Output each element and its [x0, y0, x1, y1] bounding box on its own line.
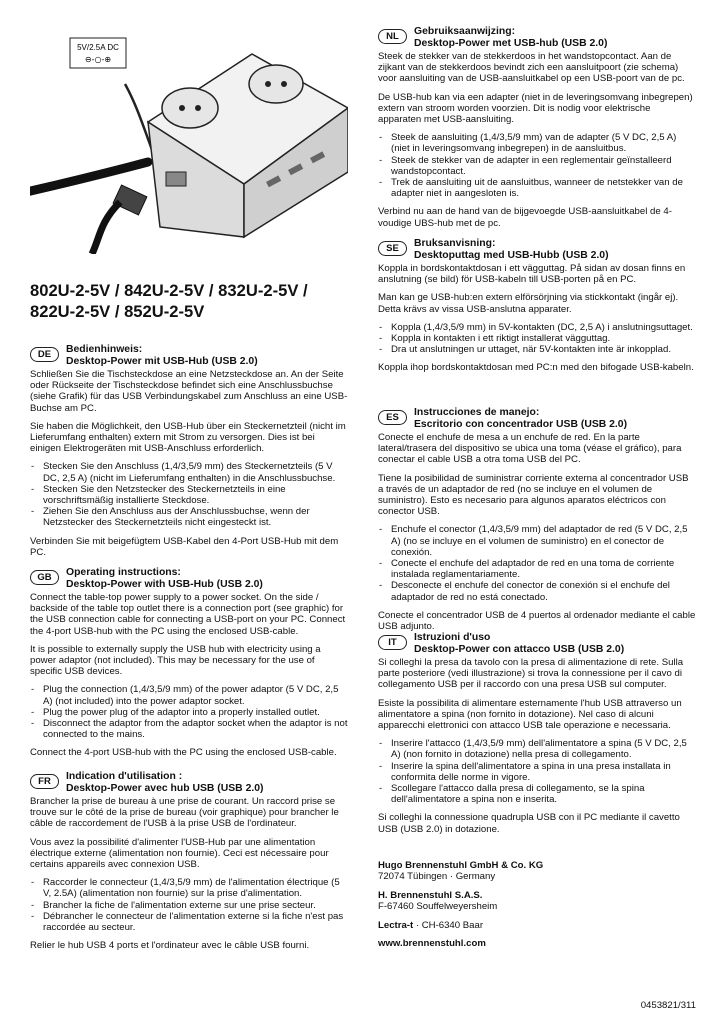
section-es [378, 407, 696, 639]
list-item: - Koppla in kontakten i ett riktigt installerat vägguttag. [378, 333, 696, 344]
section-gb-list [30, 684, 348, 740]
list-item: - Plug the connection (1,4/3,5/9 mm) of the power adaptor (5 V DC, 2,5 A) (not included) into the power adaptor socket. [30, 684, 348, 706]
desktop-power-drawing [30, 22, 348, 254]
section-fr [30, 771, 348, 958]
section-fr-p1: Brancher la prise de bureau à une prise de courant. Un raccord prise se trouve sur le côté de la prise de bureau (voir graphique) pour brancher le câble de raccordement de l'USB à la prise USB de l'ordinateur. [30, 796, 339, 830]
section-it-p1: Si colleghi la presa da tavolo con la presa di alimentazione di rete. Sulla parte posteriore (vedi illustrazione) si trova la connessione per il cavo di collegamento USB per il raccordo con una presa USB sul computer. [378, 657, 684, 691]
list-item: - Enchufe el conector (1,4/3,5/9 mm) del adaptador de red (5 V DC, 2,5 A) (no se incluye en el volumen de suministro) en el conector de conexión. [378, 524, 696, 558]
lang-badge-nl: NL [378, 29, 407, 44]
section-nl-p1: Steek de stekker van de stekkerdoos in het wandstopcontact. Aan de zijkant van de stekkerdoos bevindt zich een aansluitpoort (zie schema) voor aansluiting van de USB-aansluitkabel op een USB-poort van de pc. [378, 51, 685, 85]
section-es-header [378, 407, 696, 431]
adapter-spec-label: 5V/2.5A DC [77, 43, 119, 52]
section-nl [378, 26, 696, 236]
section-fr-p2: Vous avez la possibilité d'alimenter l'USB-Hub par une alimentation électrique externe (alimentation non fournie). Ceci est nécessaire pour certains appareils avec connexion USB. [30, 836, 329, 871]
lang-badge-es: ES [378, 410, 407, 425]
company-1 [378, 860, 696, 883]
section-it-list [378, 738, 696, 805]
section-de-p2: Sie haben die Möglichkeit, den USB-Hub über ein Steckernetzteil (nicht im Lieferumfang enthalten) extern mit Strom zu versorgen. Dies ist bei einigen Elektrogeräten mit USB-Anschluss erforderlich. [30, 420, 346, 455]
list-item: - Desconecte el enchufe del conector de conexión si el enchufe del adaptador de red no está conectado. [378, 580, 696, 602]
website-link[interactable]: www.brennenstuhl.com [378, 938, 486, 950]
section-de-p1: Schließen Sie die Tischsteckdose an eine Netzsteckdose an. An der Seite oder Rückseite der Tischsteckdose befindet sich eine Anschlussbuchse (siehe Grafik) für das USB Verbindungskabel zum Anschluss an eine USB-Buchse am PC. [30, 369, 348, 414]
list-item: - Débrancher le connecteur de l'alimentation externe si la fiche n'est pas raccordée au secteur. [30, 911, 348, 933]
lang-badge-fr: FR [30, 774, 59, 789]
section-fr-header [30, 771, 348, 795]
section-gb-p3: Connect the 4-port USB-hub with the PC using the enclosed USB-cable. [30, 747, 337, 759]
company-3-address: · CH-6340 Baar [413, 919, 484, 931]
section-de-header [30, 344, 348, 368]
section-gb [30, 567, 348, 766]
section-de-title: Bedienhinweis: [66, 344, 143, 355]
section-es-p3: Conecte el concentrador USB de 4 puertos al ordenador mediante el cable USB adjunto. [378, 609, 696, 633]
section-it-header [378, 632, 696, 656]
section-nl-header [378, 26, 696, 50]
section-se-title: Bruksanvisning: [414, 238, 496, 249]
polarity-symbol: ⊖-○-⊕ [84, 55, 112, 64]
company-3 [378, 920, 696, 931]
section-gb-p2: It is possible to externally supply the USB hub with electricity using a power adaptor (not included). This may be necessary for the use of specific USB devices. [30, 643, 321, 678]
list-item: - Steek de stekker van de adapter in een reglementair geïnstalleerd wandstopcontact. [378, 155, 696, 177]
list-item: - Koppla (1,4/3,5/9 mm) in 5V-kontakten (DC, 2,5 A) i anslutningsuttaget. [378, 322, 696, 333]
website [378, 938, 696, 949]
list-item: - Plug the power plug of the adaptor into a properly installed outlet. [30, 707, 348, 718]
lang-badge-it: IT [378, 635, 407, 650]
list-item: - Ziehen Sie den Anschluss aus der Anschlussbuchse, wenn der Netzstecker des Steckernetzteils nicht eingesteckt ist. [30, 506, 348, 528]
section-se-p1: Koppla in bordskontaktdosan i ett vägguttag. På sidan av dosan finns en anslutning (se bild) för USB-kabeln till USB-porten på en PC. [378, 263, 686, 286]
company-2-address: F-67460 Souffelweyersheim [378, 901, 498, 913]
section-se-subtitle: Desktoputtag med USB-Hubb (USB 2.0) [414, 250, 609, 261]
model-title: 802U-2-5V / 842U-2-5V / 832U-2-5V / 822U-2-5V / 852U-2-5V [30, 281, 308, 321]
section-se-list [378, 322, 696, 356]
section-de [30, 344, 348, 565]
section-es-list [378, 524, 696, 602]
document-number: 0453821/311 [640, 1000, 696, 1011]
section-gb-subtitle: Desktop-Power with USB-Hub (USB 2.0) [66, 579, 263, 590]
company-footer [378, 860, 696, 956]
section-se-p2: Man kan ge USB-hub:en extern elförsörjning via stickkontakt (ingår ej). Detta krävs av vissa USB-anslutna apparater. [378, 292, 679, 315]
list-item: - Steek de aansluiting (1,4/3,5/9 mm) van de adapter (5 V DC, 2,5 A) (niet in leveringsomvang inbegrepen) in de aansluitbus. [378, 132, 696, 154]
company-3-name: Lectra-t [378, 919, 414, 931]
lang-badge-se: SE [378, 241, 407, 256]
section-nl-title: Gebruiksaanwijzing: [414, 26, 516, 37]
section-nl-subtitle: Desktop-Power met USB-hub (USB 2.0) [414, 38, 608, 49]
section-gb-p1: Connect the table-top power supply to a power socket. On the side / backside of the table top outlet there is a connection port (see graphic) for the USB connection cable for connecting a USB-port on your PC. Connect the 4-port USB-hub with the PC using the enclosed USB-cable. [30, 592, 346, 637]
list-item: - Inserire l'attacco (1,4/3,5/9 mm) dell'alimentatore a spina (5 V DC, 2,5 A) (non fornito in dotazione) nella presa di collegamento. [378, 738, 696, 760]
section-nl-p3: Verbind nu aan de hand van de bijgevoegde USB-aansluitkabel de 4-voudige UBS-hub met de pc. [378, 206, 672, 229]
list-item: - Raccorder le connecteur (1,4/3,5/9 mm) de l'alimentation électrique (5 V, 2.5A) (alimentation non fournie) sur la prise d'alimentation. [30, 877, 348, 899]
section-it-subtitle: Desktop-Power con attacco USB (USB 2.0) [414, 644, 625, 655]
section-nl-list [378, 132, 696, 199]
product-illustration [30, 22, 348, 254]
section-es-title: Instrucciones de manejo: [414, 407, 540, 418]
section-gb-header [30, 567, 348, 591]
section-de-p3: Verbinden Sie mit beigefügtem USB-Kabel den 4-Port USB-Hub mit dem PC. [30, 535, 339, 558]
lang-badge-de: DE [30, 347, 59, 362]
section-fr-list [30, 877, 348, 933]
list-item: - Stecken Sie den Anschluss (1,4/3,5/9 mm) des Steckernetzteils (5 V DC, 2,5 A) (nicht im Lieferumfang enthalten) in die Anschlussbuchse. [30, 461, 348, 483]
section-fr-p3: Relier le hub USB 4 ports et l'ordinateur avec le câble USB fourni. [30, 940, 310, 952]
list-item: - Dra ut anslutningen ur uttaget, när 5V-kontakten inte är inkopplad. [378, 344, 696, 355]
section-es-p1: Conecte el enchufe de mesa a un enchufe de red. En la parte lateral/trasera del dispositivo se ubica una toma (véase el gráfico), para conectar el cable USB a otra toma USB del PC. [378, 432, 682, 466]
list-item: - Stecken Sie den Netzstecker des Steckernetzteils in eine vorschriftsmäßig installierte Steckdose. [30, 484, 348, 506]
section-es-subtitle: Escritorio con concentrador USB (USB 2.0) [414, 419, 628, 430]
list-item: - Scollegare l'attacco dalla presa di collegamento, se la spina dell'alimentatore a spina non e inserita. [378, 783, 696, 805]
section-fr-title: Indication d'utilisation : [66, 771, 183, 782]
section-se [378, 238, 696, 381]
section-it-title: Istruzioni d'uso [414, 632, 491, 643]
section-se-p3: Koppla ihop bordskontaktdosan med PC:n med den bifogade USB-kabeln. [378, 362, 694, 374]
list-item: - Trek de aansluiting uit de aansluitbus, wanneer de netstekker van de adapter niet in aangesloten is. [378, 177, 696, 199]
list-item: - Inserire la spina dell'alimentatore a spina in una presa installata in conformita delle norme in vigore. [378, 761, 696, 783]
company-1-name: Hugo Brennenstuhl GmbH & Co. KG [378, 860, 544, 871]
company-2-name: H. Brennenstuhl S.A.S. [378, 889, 483, 901]
section-it-p2: Esiste la possibilita di alimentare esternamente l'hub USB attraverso un alimentatore a spina (non fornito in dotazione). Nel caso di alcuni apparecchi elettronici con attacco USB tale operazione e necessaria. [378, 697, 682, 732]
list-item: - Brancher la fiche de l'alimentation externe sur une prise secteur. [30, 900, 348, 911]
section-de-list [30, 461, 348, 528]
section-fr-subtitle: Desktop-Power avec hub USB (USB 2.0) [66, 783, 264, 794]
section-de-subtitle: Desktop-Power mit USB-Hub (USB 2.0) [66, 356, 258, 367]
section-es-p2: Tiene la posibilidad de suministrar corriente externa al concentrador USB a través de un adaptador de red (no se incluye en el volumen de suministro). Esto es necesario para algunos aparatos eléctricos con conector USB. [378, 472, 689, 518]
section-nl-p2: De USB-hub kan via een adapter (niet in de leveringsomvang inbegrepen) extern van stroom worden voorzien. Dit is nodig voor elektrische apparaten met USB-aansluiting. [378, 91, 693, 126]
lang-badge-gb: GB [30, 570, 59, 585]
section-gb-title: Operating instructions: [66, 567, 181, 578]
section-it [378, 632, 696, 842]
list-item: - Conecte el enchufe del adaptador de red en una toma de corriente instalada reglamentariamente. [378, 558, 696, 580]
section-it-p3: Si colleghi la connessione quadrupla USB con il PC mediante il cavetto USB (USB 2.0) in dotazione. [378, 812, 680, 835]
list-item: - Disconnect the adaptor from the adaptor socket when the adaptor is not connected to the mains. [30, 718, 348, 740]
company-1-address: 72074 Tübingen · Germany [378, 871, 496, 883]
company-2 [378, 890, 696, 913]
section-se-header [378, 238, 696, 262]
